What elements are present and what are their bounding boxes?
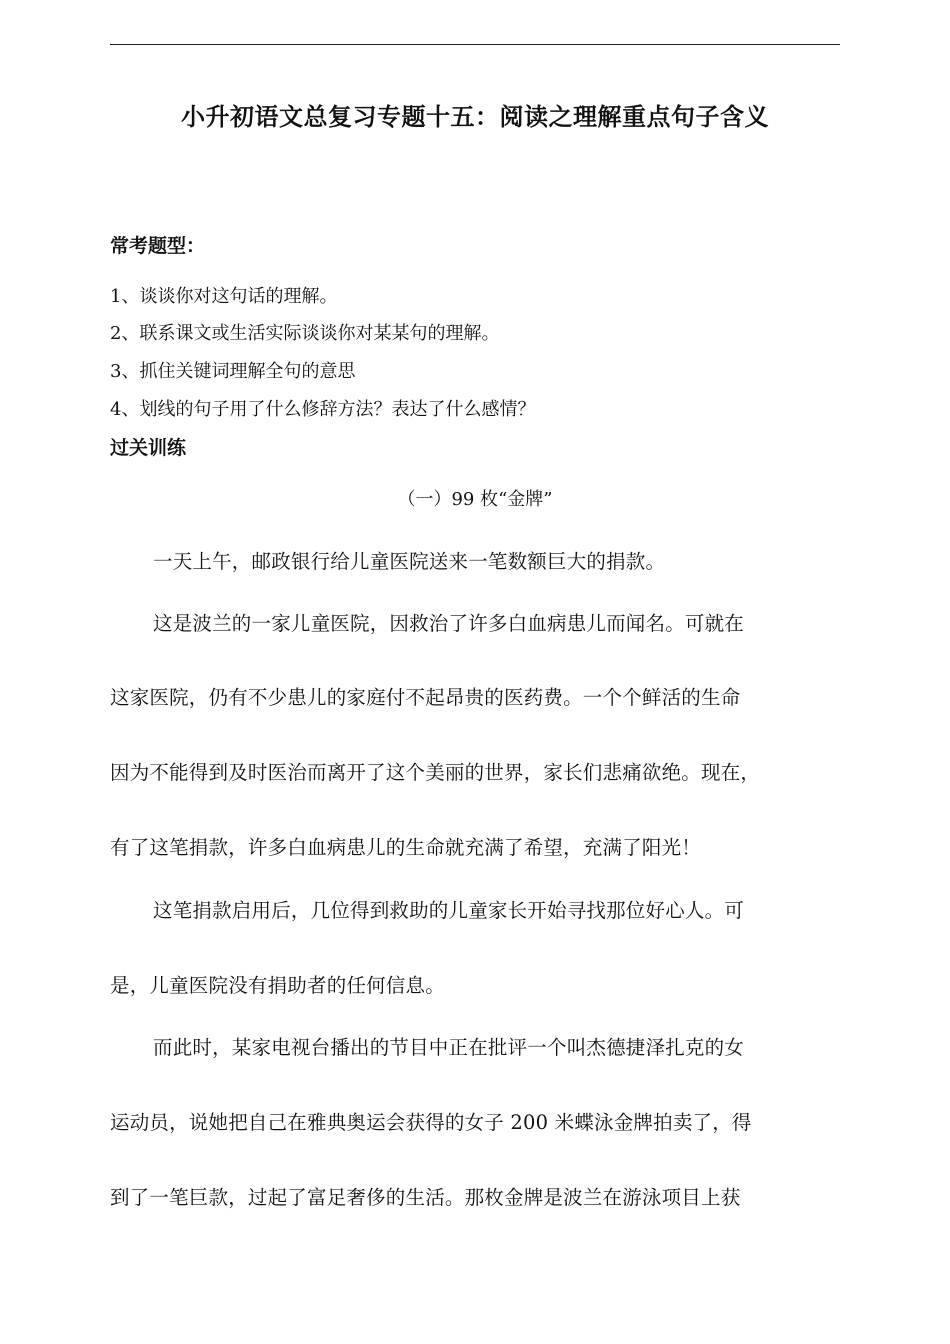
passage-title: （一）99 枚“金牌”: [397, 489, 553, 510]
passage-line: 有了这笔捐款，许多白血病患儿的生命就充满了希望，充满了阳光！: [110, 836, 702, 859]
passage-line: 这笔捐款启用后，几位得到救助的儿童家长开始寻找那位好心人。可: [153, 899, 745, 922]
passage-line: 一天上午，邮政银行给儿童医院送来一笔数额巨大的捐款。: [153, 550, 666, 573]
passage-line: 到了一笔巨款，过起了富足奢侈的生活。那枚金牌是波兰在游泳项目上获: [110, 1186, 741, 1209]
passage-line: 运动员，说她把自己在雅典奥运会获得的女子 200 米蝶泳金牌拍卖了，得: [110, 1111, 752, 1134]
passage-line: 这家医院，仍有不少患儿的家庭付不起昂贵的医药费。一个个鲜活的生命: [110, 686, 741, 709]
passage-line: 因为不能得到及时医治而离开了这个美丽的世界，家长们悲痛欲绝。现在，: [110, 761, 761, 784]
question-type-item: 2、联系课文或生活实际谈谈你对某某句的理解。: [110, 323, 500, 344]
page-title: 小升初语文总复习专题十五：阅读之理解重点句子含义: [181, 102, 769, 131]
section-heading-training: 过关训练: [110, 437, 187, 459]
header-rule: [110, 44, 840, 45]
question-type-item: 3、抓住关键词理解全句的意思: [110, 361, 356, 382]
passage-line: 这是波兰的一家儿童医院，因救治了许多白血病患儿而闻名。可就在: [153, 612, 745, 635]
question-type-item: 1、谈谈你对这句话的理解。: [110, 286, 338, 307]
passage-line: 而此时，某家电视台播出的节目中正在批评一个叫杰德捷泽扎克的女: [153, 1036, 745, 1059]
question-type-item: 4、划线的句子用了什么修辞方法？表达了什么感情？: [110, 399, 536, 420]
passage-line: 是，儿童医院没有捐助者的任何信息。: [110, 974, 445, 997]
section-heading-common-types: 常考题型：: [110, 235, 206, 257]
